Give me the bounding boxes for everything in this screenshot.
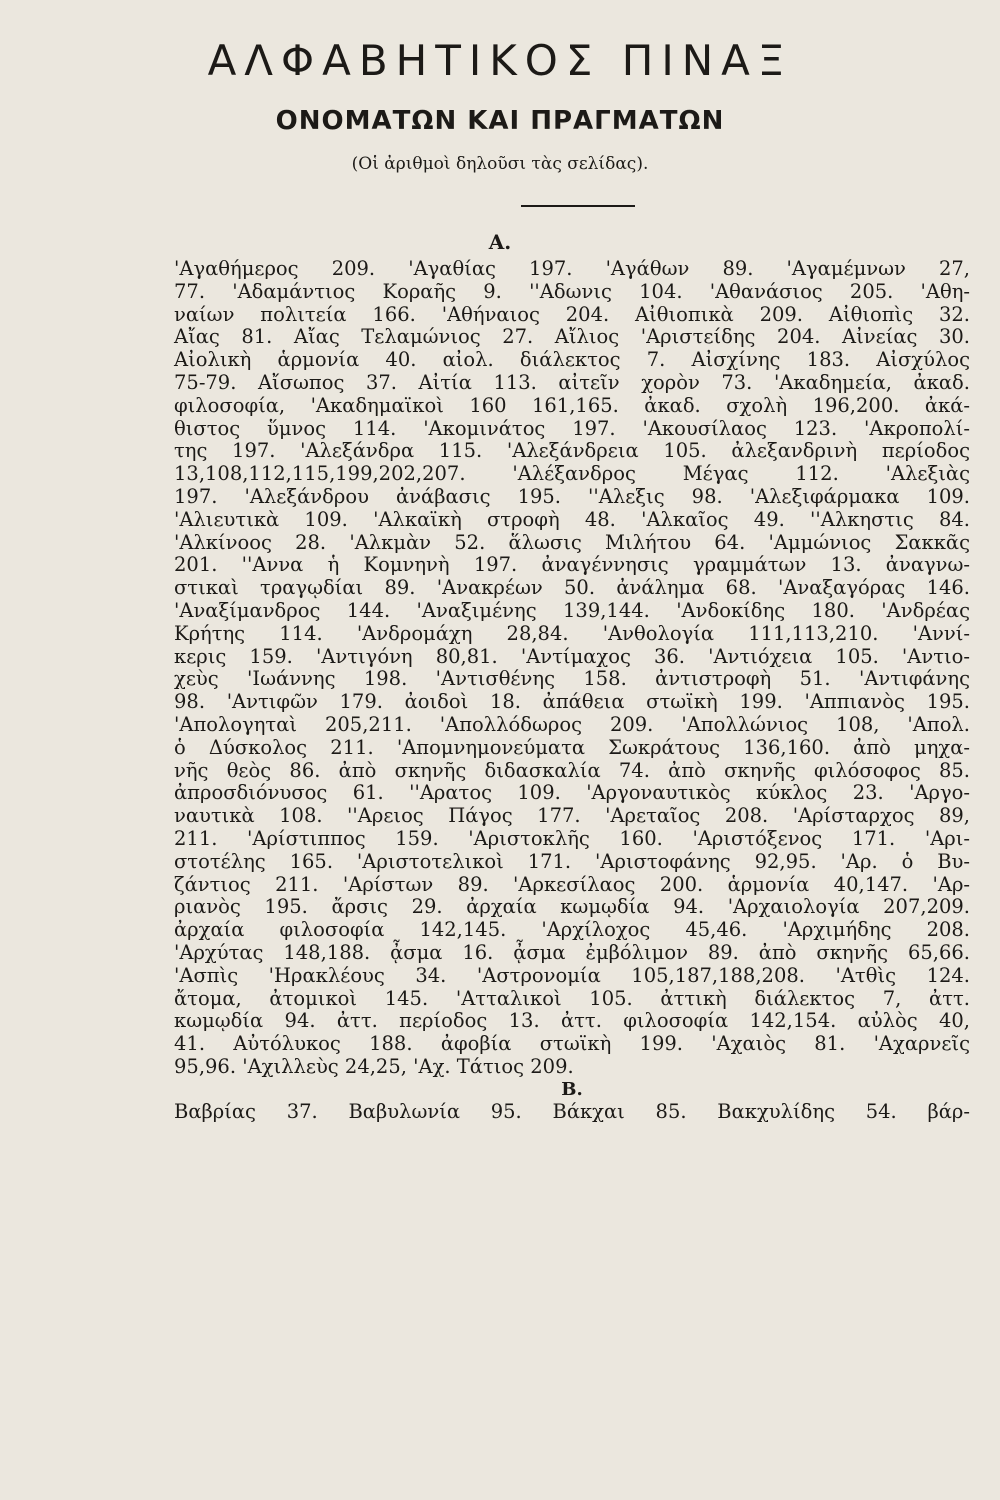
index-line: θιστος ὕμνος 114. 'Ακομινάτος 197. 'Ακουσίλαος 123. 'Ακροπολί-: [174, 416, 970, 440]
index-line: στικαὶ τραγῳδίαι 89. 'Ανακρέων 50. ἀνάλημα 68. 'Αναξαγόρας 146.: [174, 576, 970, 600]
index-line: 'Αναξίμανδρος 144. 'Αναξιμένης 139,144. 'Ανδοκίδης 180. 'Ανδρέας: [174, 598, 970, 622]
index-line: στοτέλης 165. 'Αριστοτελικοὶ 171. 'Αριστοφάνης 92,95. 'Αρ. ὁ Βυ-: [174, 849, 970, 873]
index-title: ΑΛΦΑΒΗΤΙΚΟΣ ΠΙΝΑΞ: [207, 36, 793, 85]
index-line: 77. 'Αδαμάντιος Κοραῆς 9. ''Αδωνις 104. 'Αθανάσιος 205. 'Αθη-: [174, 279, 970, 303]
index-line: ἀρχαία φιλοσοφία 142,145. 'Αρχίλοχος 45,46. 'Αρχιμήδης 208.: [174, 918, 970, 942]
index-line: 41. Αὐτόλυκος 188. ἀφοβία στωϊκὴ 199. 'Αχαιὸς 81. 'Αχαρνεῖς: [174, 1032, 970, 1056]
index-line: ὁ Δύσκολος 211. 'Απομνημονεύματα Σωκράτους 136,160. ἀπὸ μηχα-: [174, 735, 970, 759]
index-line: Κρήτης 114. 'Ανδρομάχη 28,84. 'Ανθολογία 111,113,210. 'Αννί-: [174, 621, 970, 645]
index-line: ναίων πολιτεία 166. 'Αθήναιος 204. Αἰθιοπικὰ 209. Αἰθιοπὶς 32.: [174, 302, 970, 326]
index-line: της 197. 'Αλεξάνδρα 115. 'Αλεξάνδρεια 105. ἀλεξανδρινὴ περίοδος: [174, 439, 970, 463]
index-line: κερις 159. 'Αντιγόνη 80,81. 'Αντίμαχος 36. 'Αντιόχεια 105. 'Αντιο-: [174, 644, 970, 668]
index-line: κωμῳδία 94. ἀττ. περίοδος 13. ἀττ. φιλοσοφία 142,154. αὐλὸς 40,: [174, 1009, 970, 1033]
divider-rule: [521, 205, 635, 207]
index-line: 201. ''Αννα ἡ Κομνηνὴ 197. ἀναγέννησις γραμμάτων 13. ἀναγνω-: [174, 553, 970, 577]
section-letter-b: Β.: [561, 1078, 583, 1100]
index-line: ἄτομα, ἀτομικοὶ 145. 'Ατταλικοὶ 105. ἀττικὴ διάλεκτος 7, ἀττ.: [174, 986, 970, 1010]
index-line: 'Αρχύτας 148,188. ᾆσμα 16. ᾆσμα ἐμβόλιμον 89. ἀπὸ σκηνῆς 65,66.: [174, 940, 970, 964]
index-entries: [174, 258, 970, 1123]
index-line: ἀπροσδιόνυσος 61. ''Αρατος 109. 'Αργοναυτικὸς κύκλος 23. 'Αργο-: [174, 781, 970, 805]
index-line: Αἰολικὴ ἁρμονία 40. αἰολ. διάλεκτος 7. Αἰσχίνης 183. Αἰσχύλος: [174, 348, 970, 372]
index-line: Βαβρίας 37. Βαβυλωνία 95. Βάκχαι 85. Βακχυλίδης 54. βάρ-: [174, 1099, 970, 1123]
index-line: 13,108,112,115,199,202,207. 'Αλέξανδρος Μέγας 112. 'Αλεξιὰς: [174, 462, 970, 486]
index-line: 75-79. Αἴσωπος 37. Αἰτία 113. αἰτεῖν χορὸν 73. 'Ακαδημεία, ἀκαδ.: [174, 370, 970, 394]
index-line: ριανὸς 195. ἄρσις 29. ἀρχαία κωμῳδία 94. 'Αρχαιολογία 207,209.: [174, 895, 970, 919]
index-line: 'Απολογηταὶ 205,211. 'Απολλόδωρος 209. 'Απολλώνιος 108, 'Απολ.: [174, 712, 970, 736]
index-line: νῆς θεὸς 86. ἀπὸ σκηνῆς διδασκαλία 74. ἀπὸ σκηνῆς φιλόσοφος 85.: [174, 758, 970, 782]
index-line: 197. 'Αλεξάνδρου ἀνάβασις 195. ''Αλεξις 98. 'Αλεξιφάρμακα 109.: [174, 484, 970, 508]
index-line: Αἴας 81. Αἴας Τελαμώνιος 27. Αἴλιος 'Αριστείδης 204. Αἰνείας 30.: [174, 325, 970, 349]
index-line: 'Αλκίνοος 28. 'Αλκμὰν 52. ἅλωσις Μιλήτου 64. 'Αμμώνιος Σακκᾶς: [174, 530, 970, 554]
section-letter-a: Α.: [488, 230, 512, 254]
index-line: 95,96. 'Αχιλλεὺς 24,25, 'Αχ. Τάτιος 209.: [174, 1054, 574, 1078]
index-line: ναυτικὰ 108. ''Αρειος Πάγος 177. 'Αρεταῖος 208. 'Αρίσταρχος 89,: [174, 804, 970, 828]
index-line: χεὺς 'Ιωάννης 198. 'Αντισθένης 158. ἀντιστροφὴ 51. 'Αντιφάνης: [174, 667, 970, 691]
page-numbers-note: (Οἱ ἀριθμοὶ δηλοῦσι τὰς σελίδας).: [351, 154, 649, 174]
index-line: 'Αγαθήμερος 209. 'Αγαθίας 197. 'Αγάθων 89. 'Αγαμέμνων 27,: [174, 257, 970, 280]
index-line: φιλοσοφία, 'Ακαδημαϊκοὶ 160 161,165. ἀκαδ. σχολὴ 196,200. ἀκά-: [174, 393, 970, 417]
index-line: ζάντιος 211. 'Αρίστων 89. 'Αρκεσίλαος 200. ἁρμονία 40,147. 'Αρ-: [174, 872, 970, 896]
index-line: 98. 'Αντιφῶν 179. ἀοιδοὶ 18. ἀπάθεια στωϊκὴ 199. 'Αππιανὸς 195.: [174, 690, 970, 714]
index-subtitle: ΟΝΟΜΑΤΩΝ ΚΑΙ ΠΡΑΓΜΑΤΩΝ: [275, 106, 725, 136]
index-line: 211. 'Αρίστιππος 159. 'Αριστοκλῆς 160. 'Αριστόξενος 171. 'Αρι-: [174, 826, 970, 850]
index-line: 'Αλιευτικὰ 109. 'Αλκαϊκὴ στροφὴ 48. 'Αλκαῖος 49. ''Αλκηστις 84.: [174, 507, 970, 531]
index-line: 'Ασπὶς 'Ηρακλέους 34. 'Αστρονομία 105,187,188,208. 'Ατθὶς 124.: [174, 963, 970, 987]
